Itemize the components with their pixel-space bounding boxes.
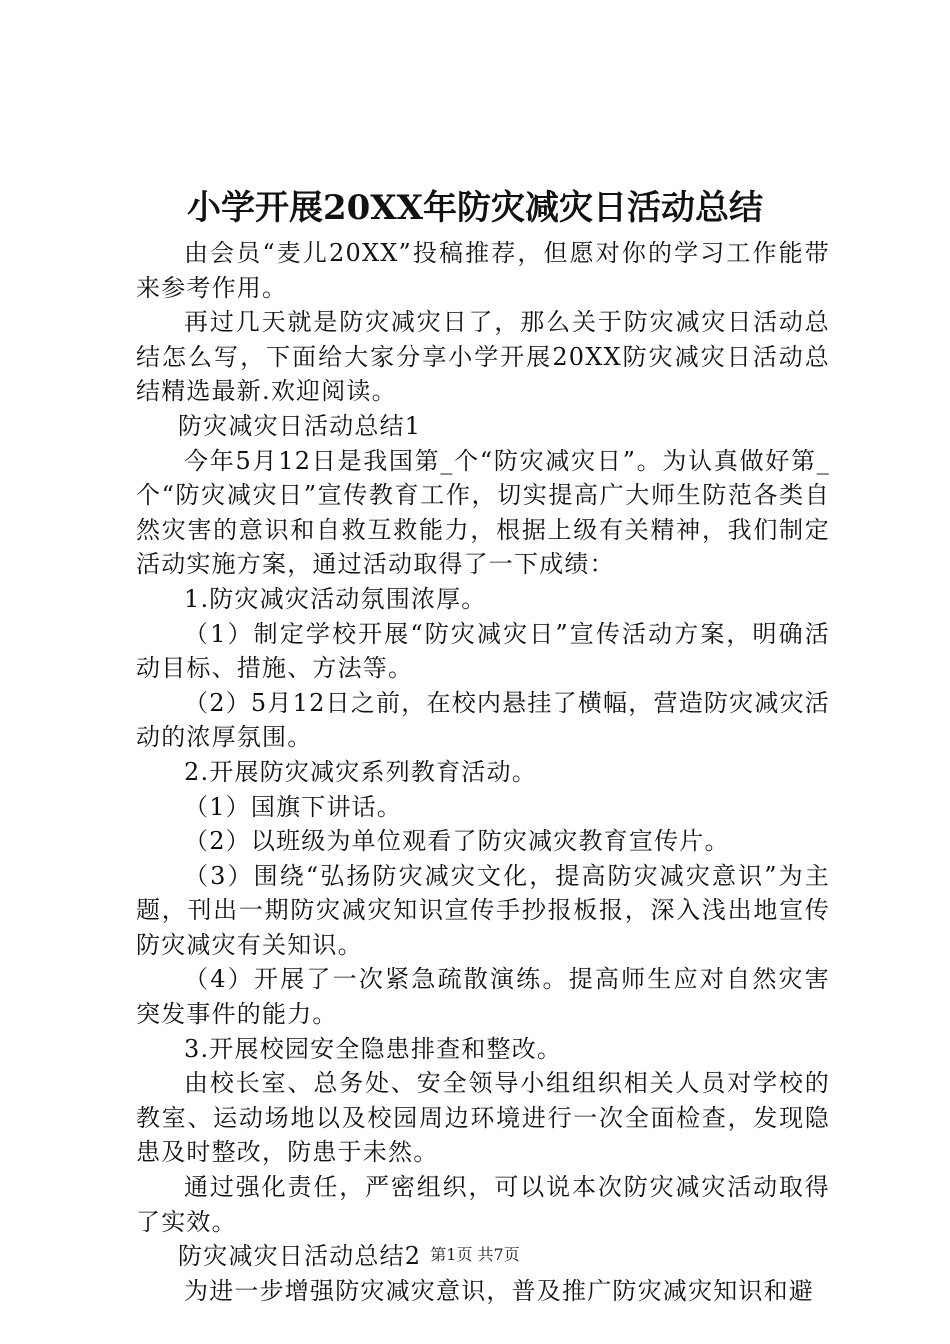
list-item-3: 3.开展校园安全隐患排查和整改。 [184,1034,563,1063]
paragraph-section1-intro: 今年5月12日是我国第_个“防灾减灾日”。为认真做好第_个“防灾减灾日”宣传教育工作，切实提高广大师生防范各类自然灾害的意识和自救互救能力，根据上级有关精神，我们制定活动实施方案，通过活动取得了一下成绩： [136,446,830,579]
paragraph-inspection: 由校长室、总务处、安全领导小组组织相关人员对学校的教室、运动场地以及校园周边环境进行一次全面检查，发现隐患及时整改，防患于未然。 [136,1069,830,1167]
paragraph-conclusion: 通过强化责任，严密组织，可以说本次防灾减灾活动取得了实效。 [136,1173,830,1236]
sub-item-2-1: （1）国旗下讲话。 [184,792,403,821]
paragraph-intro: 由会员“麦儿20XX”投稿推荐，但愿对你的学习工作能带来参考作用。 [136,239,830,302]
section-heading-1: 防灾减灾日活动总结1 [178,411,422,440]
sub-item-2-3: （3）围绕“弘扬防灾减灾文化，提高防灾减灾意识”为主题，刊出一期防灾减灾知识宣传手抄报板报，深入浅出地宣传防灾减灾有关知识。 [136,861,830,959]
list-item-1: 1.防灾减灾活动氛围浓厚。 [184,584,487,613]
section-heading-2: 防灾减灾日活动总结2 [178,1242,422,1271]
document-body [136,236,830,1308]
page-number-footer: 第1页 共7页 [430,1245,520,1264]
document-title: 小学开展20XX年防灾减灾日活动总结 [186,188,764,228]
sub-item-2-4: （4）开展了一次紧急疏散演练。提高师生应对自然灾害突发事件的能力。 [136,965,830,1029]
sub-item-1-1: （1）制定学校开展“防灾减灾日”宣传活动方案，明确活动目标、措施、方法等。 [136,619,830,683]
sub-item-1-2: （2）5月12日之前，在校内悬挂了横幅，营造防灾减灾活动的浓厚氛围。 [136,688,830,752]
list-item-2: 2.开展防灾减灾系列教育活动。 [184,757,537,786]
paragraph-preface: 再过几天就是防灾减灾日了，那么关于防灾减灾日活动总结怎么写，下面给大家分享小学开展20XX防灾减灾日活动总结精选最新.欢迎阅读。 [136,308,830,406]
paragraph-section2-intro: 为进一步增强防灾减灾意识，普及推广防灾减灾知识和避 [184,1276,814,1305]
sub-item-2-2: （2）以班级为单位观看了防灾减灾教育宣传片。 [184,827,730,856]
